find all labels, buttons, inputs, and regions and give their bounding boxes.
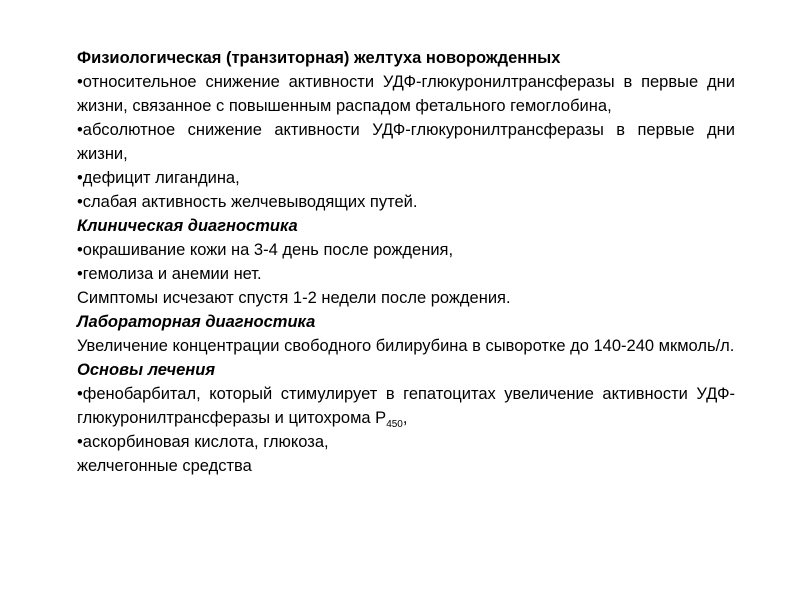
clinical-item: •окрашивание кожи на 3-4 день после рождения, [77,241,454,259]
treatment-item-phenobarbital [77,382,735,430]
clinical-note: Симптомы исчезают спустя 1-2 недели после рождения. [77,289,511,307]
cause-item: •абсолютное снижение активности УДФ-глюкуронилтрансферазы в первые дни жизни, [77,121,735,163]
cytochrome-subscript: 450 [386,419,403,430]
cause-item: •дефицит лигандина, [77,169,240,187]
cause-item: •слабая активность желчевыводящих путей. [77,193,418,211]
clinical-heading: Клиническая диагностика [77,217,298,235]
cause-item: •относительное снижение активности УДФ-глюкуронилтрансферазы в первые дни жизни, связанное с повышенным распадом фетального гемоглобина, [77,73,735,115]
document-title: Физиологическая (транзиторная) желтуха новорожденных [77,49,561,67]
treatment-item-text: •фенобарбитал, который стимулирует в гепатоцитах увеличение активности УДФ-глюкуронилтрансферазы и цитохрома Р [77,385,735,427]
slide-content [77,46,735,478]
lab-text: Увеличение концентрации свободного билирубина в сыворотке до 140-240 мкмоль/л. [77,337,735,355]
treatment-item-suffix: , [402,409,408,427]
lab-heading: Лабораторная диагностика [77,313,316,331]
treatment-item: •аскорбиновая кислота, глюкоза, [77,433,329,451]
clinical-item: •гемолиза и анемии нет. [77,265,262,283]
treatment-item: желчегонные средства [77,457,252,475]
treatment-heading: Основы лечения [77,361,216,379]
